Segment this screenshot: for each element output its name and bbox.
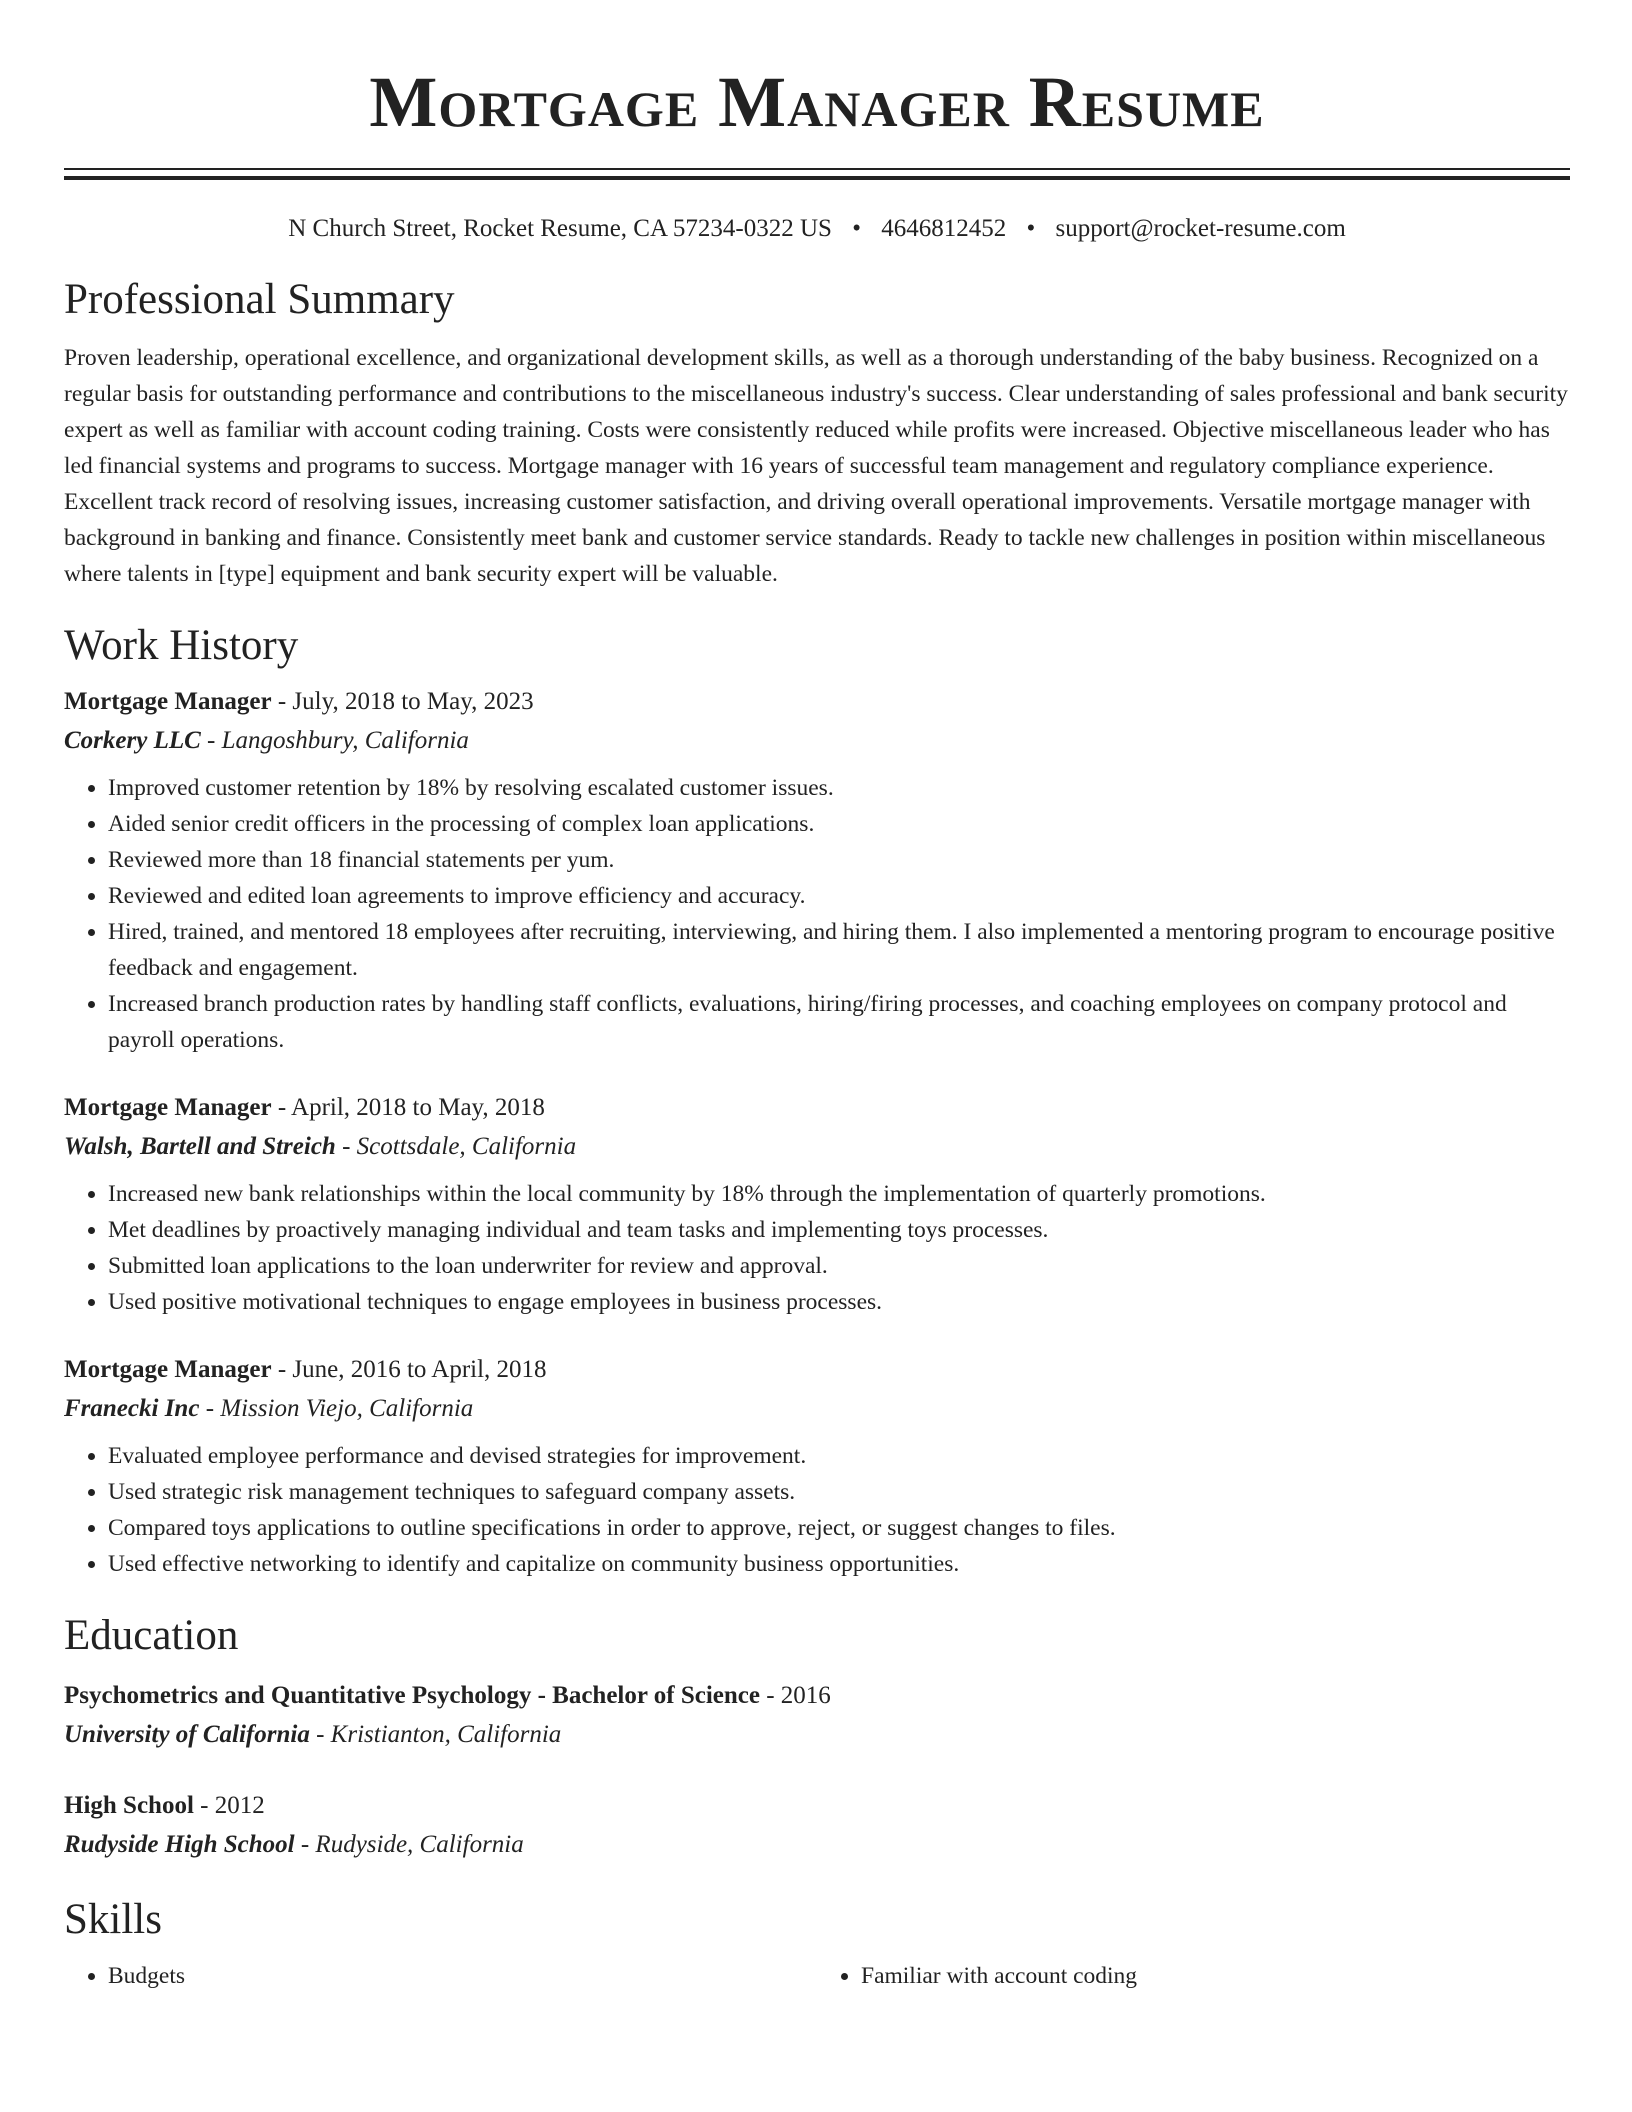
list-item: • Reviewed more than 18 financial statements per yum. <box>108 842 1570 878</box>
job-dates: - April, 2018 to May, 2018 <box>271 1094 545 1121</box>
list-item: • Submitted loan applications to the loan underwriter for review and approval. <box>108 1248 1570 1284</box>
list-item: • Used positive motivational techniques to engage employees in business processes. <box>108 1284 1570 1320</box>
contact-address: N Church Street, Rocket Resume, CA 57234-0322 US <box>288 215 832 242</box>
job-bullets <box>64 770 1570 1058</box>
list-item: • Compared toys applications to outline specifications in order to approve, reject, or suggest changes to files. <box>108 1510 1570 1546</box>
job-title-line <box>64 682 1570 722</box>
job-dates: - July, 2018 to May, 2023 <box>271 688 534 715</box>
list-item: • Evaluated employee performance and devised strategies for improvement. <box>108 1438 1570 1474</box>
list-item: • Reviewed and edited loan agreements to improve efficiency and accuracy. <box>108 878 1570 914</box>
education-school: Rudyside High School <box>64 1831 295 1858</box>
education-entry <box>64 1786 1570 1864</box>
skill-item: • Familiar with account coding <box>861 1958 1570 1994</box>
job-entry <box>64 682 1570 1058</box>
education-location: - Rudyside, California <box>294 1831 524 1858</box>
job-company-line <box>64 1390 1570 1428</box>
job-location: - Scottsdale, California <box>335 1133 577 1160</box>
education-year: - 2012 <box>193 1792 265 1819</box>
education-degree: Psychometrics and Quantitative Psychology - Bachelor of Science <box>64 1682 760 1709</box>
education-section <box>64 1610 1570 1864</box>
resume-page <box>64 0 1570 1994</box>
list-item: • Met deadlines by proactively managing individual and team tasks and implementing toys processes. <box>108 1212 1570 1248</box>
skill-item: • Budgets <box>108 1958 817 1994</box>
summary-text: Proven leadership, operational excellence, and organizational development skills, as well as a thorough understanding of the baby business. Recognized on a regular basis for outstanding performance and contributions to the miscellaneous industry's success. Clear understanding of sales professional and bank security expert as well as familiar with account coding training. Costs were consistently reduced while profits were increased. Objective miscellaneous leader who has led financial systems and programs to success. Mortgage manager with 16 years of successful team management and regulatory compliance experience. Excellent track record of resolving issues, increasing customer satisfaction, and driving overall operational improvements. Versatile mortgage manager with background in banking and finance. Consistently meet bank and customer service standards. Ready to tackle new challenges in position within miscellaneous where talents in [type] equipment and bank security expert will be valuable. <box>64 345 1568 587</box>
skills-columns <box>64 1958 1570 1994</box>
job-company-line <box>64 722 1570 760</box>
job-company: Franecki Inc <box>64 1395 200 1422</box>
list-item: • Used effective networking to identify and capitalize on community business opportunities. <box>108 1546 1570 1582</box>
resume-title: Mortgage Manager Resume <box>369 62 1265 142</box>
job-bullets <box>64 1176 1570 1320</box>
education-degree: High School <box>64 1792 194 1819</box>
contact-separator: • <box>1026 215 1036 242</box>
job-role: Mortgage Manager <box>64 688 272 715</box>
education-year: - 2016 <box>759 1682 831 1709</box>
job-company: Corkery LLC <box>64 727 201 754</box>
list-item: • Hired, trained, and mentored 18 employees after recruiting, interviewing, and hiring them. I also implemented a mentoring program to encourage positive feedback and engagement. <box>108 914 1570 986</box>
list-item: • Used strategic risk management techniques to safeguard company assets. <box>108 1474 1570 1510</box>
job-entry <box>64 1350 1570 1582</box>
education-school-line <box>64 1716 1570 1754</box>
contact-line <box>64 212 1570 246</box>
education-degree-line <box>64 1786 1570 1826</box>
list-item: • Aided senior credit officers in the processing of complex loan applications. <box>108 806 1570 842</box>
education-degree-line <box>64 1676 1570 1716</box>
skills-column-left <box>64 1958 817 1994</box>
section-heading-summary: Professional Summary <box>64 276 455 323</box>
job-company: Walsh, Bartell and Streich <box>64 1133 336 1160</box>
job-title-line <box>64 1088 1570 1128</box>
skills-column-right <box>817 1958 1570 1994</box>
job-location: - Mission Viejo, California <box>199 1395 474 1422</box>
job-location: - Langoshbury, California <box>200 727 469 754</box>
title-divider-thin <box>64 168 1570 170</box>
professional-summary-section <box>64 274 1570 592</box>
education-school: University of California <box>64 1721 310 1748</box>
education-school-line <box>64 1826 1570 1864</box>
education-entry <box>64 1676 1570 1754</box>
contact-email[interactable]: support@rocket-resume.com <box>1055 215 1346 242</box>
section-heading-skills: Skills <box>64 1896 162 1943</box>
skills-section <box>64 1894 1570 1994</box>
title-divider-thick <box>64 176 1570 180</box>
list-item: • Increased new bank relationships within the local community by 18% through the implementation of quarterly promotions. <box>108 1176 1570 1212</box>
work-history-section <box>64 620 1570 1582</box>
section-heading-work: Work History <box>64 622 299 669</box>
job-entry <box>64 1088 1570 1320</box>
education-location: - Kristianton, California <box>309 1721 562 1748</box>
job-company-line <box>64 1128 1570 1166</box>
job-title-line <box>64 1350 1570 1390</box>
job-bullets <box>64 1438 1570 1582</box>
contact-separator: • <box>852 215 861 242</box>
list-item: • Improved customer retention by 18% by resolving escalated customer issues. <box>108 770 1570 806</box>
contact-phone: 4646812452 <box>881 215 1007 242</box>
job-role: Mortgage Manager <box>64 1094 272 1121</box>
list-item: • Increased branch production rates by handling staff conflicts, evaluations, hiring/firing processes, and coaching employees on company protocol and payroll operations. <box>108 986 1570 1058</box>
job-dates: - June, 2016 to April, 2018 <box>271 1356 547 1383</box>
job-role: Mortgage Manager <box>64 1356 272 1383</box>
section-heading-education: Education <box>64 1612 239 1659</box>
